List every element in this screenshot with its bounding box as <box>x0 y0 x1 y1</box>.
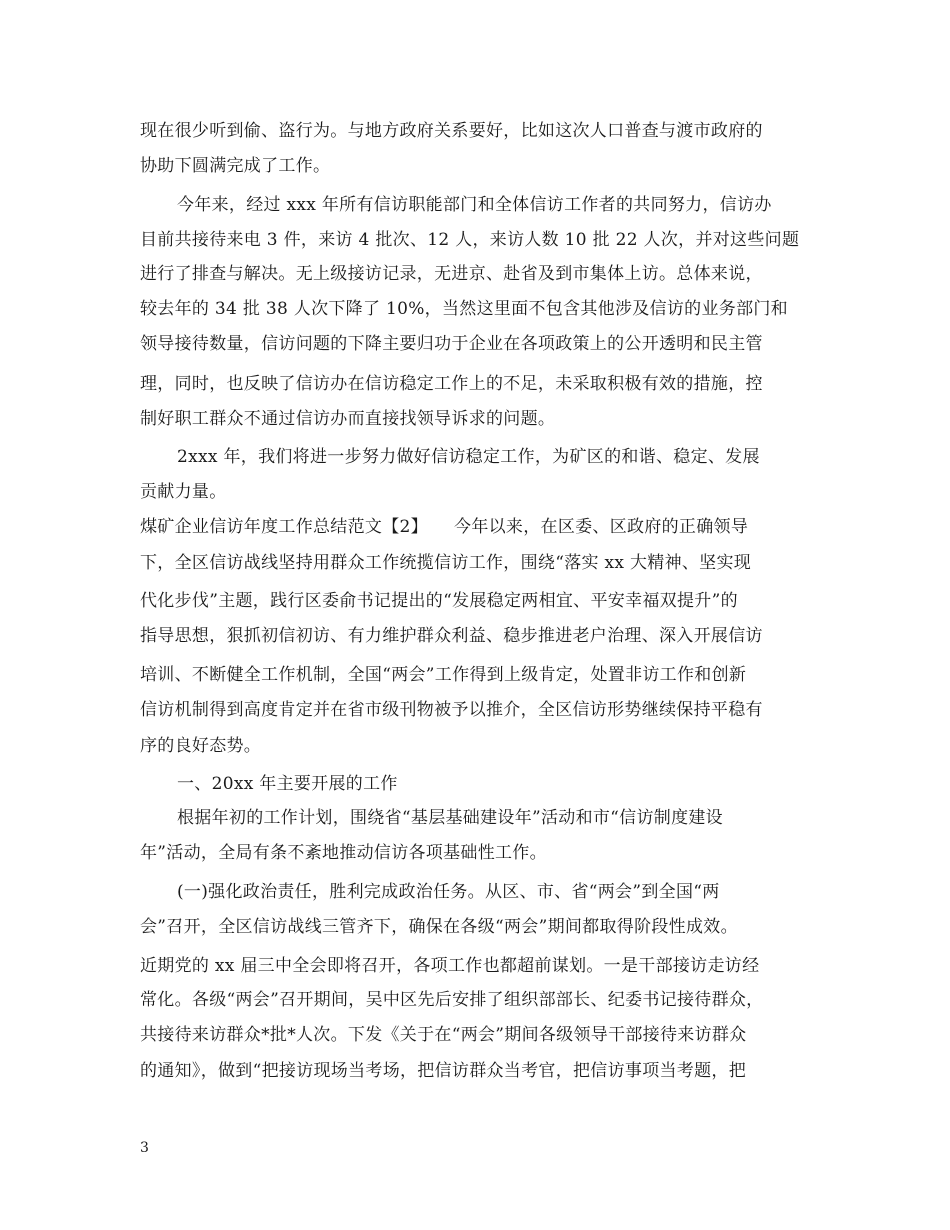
text-line: (一)强化政治责任，胜利完成政治任务。从区、市、省“两会”到全国“两 <box>177 882 720 902</box>
page-number: 3 <box>140 1140 149 1156</box>
text-line: 制好职工群众不通过信访办而直接找领导诉求的问题。 <box>140 409 556 429</box>
subheading-line: 一、20xx 年主要开展的工作 <box>177 774 398 794</box>
text-line: 2xxx 年，我们将进一步努力做好信访稳定工作，为矿区的和谐、稳定、发展 <box>177 447 760 467</box>
text-line: 理，同时，也反映了信访办在信访稳定工作上的不足，未采取积极有效的措施，控 <box>140 374 763 394</box>
text-line: 根据年初的工作计划，围绕省“基层基础建设年”活动和市“信访制度建设 <box>177 808 723 828</box>
text-line: 较去年的 34 批 38 人次下降了 10%，当然这里面不包含其他涉及信访的业务部门和 <box>140 299 788 319</box>
text-line: 常化。各级“两会”召开期间，吴中区先后安排了组织部部长、纪委书记接待群众， <box>140 990 764 1010</box>
text-line: 贡献力量。 <box>140 482 227 502</box>
text-line: 协助下圆满完成了工作。 <box>140 156 331 176</box>
text-line: 指导思想，狠抓初信初访、有力维护群众利益、稳步推进老户治理、深入开展信访 <box>140 626 763 646</box>
section-heading-line: 煤矿企业信访年度工作总结范文【2】 今年以来，在区委、区政府的正确领导 <box>140 517 749 537</box>
text-line: 下，全区信访战线坚持用群众工作统揽信访工作，围绕“落实 xx 大精神、坚实现 <box>140 553 752 573</box>
text-line: 近期党的 xx 届三中全会即将召开，各项工作也都超前谋划。一是干部接访走访经 <box>140 956 760 976</box>
text-line: 今年来，经过 xxx 年所有信访职能部门和全体信访工作者的共同努力，信访办 <box>177 195 772 215</box>
text-line: 共接待来访群众*批*人次。下发《关于在“两会”期间各级领导干部接待来访群众 <box>140 1025 747 1045</box>
text-line: 培训、不断健全工作机制，全国“两会”工作得到上级肯定，处置非访工作和创新 <box>140 665 747 685</box>
text-line: 现在很少听到偷、盗行为。与地方政府关系要好，比如这次人口普查与渡市政府的 <box>140 121 763 141</box>
text-line: 序的良好态势。 <box>140 736 262 756</box>
text-line: 代化步伐”主题，践行区委俞书记提出的“发展稳定两相宜、平安幸福双提升”的 <box>140 591 738 611</box>
text-line: 领导接待数量，信访问题的下降主要归功于企业在各项政策上的公开透明和民主管 <box>140 334 763 354</box>
text-line: 进行了排查与解决。无上级接访记录，无进京、赴省及到市集体上访。总体来说， <box>140 264 763 284</box>
text-line: 信访机制得到高度肯定并在省市级刊物被予以推介，全区信访形势继续保持平稳有 <box>140 700 763 720</box>
text-line: 目前共接待来电 3 件，来访 4 批次、12 人，来访人数 10 批 22 人次，并对这些问题 <box>140 230 800 250</box>
text-line: 年”活动，全局有条不紊地推动信访各项基础性工作。 <box>140 843 547 863</box>
text-line: 的通知》，做到“把接访现场当考场，把信访群众当考官，把信访事项当考题，把 <box>140 1061 746 1081</box>
text-line: 会”召开，全区信访战线三管齐下，确保在各级“两会”期间都取得阶段性成效。 <box>140 917 738 937</box>
